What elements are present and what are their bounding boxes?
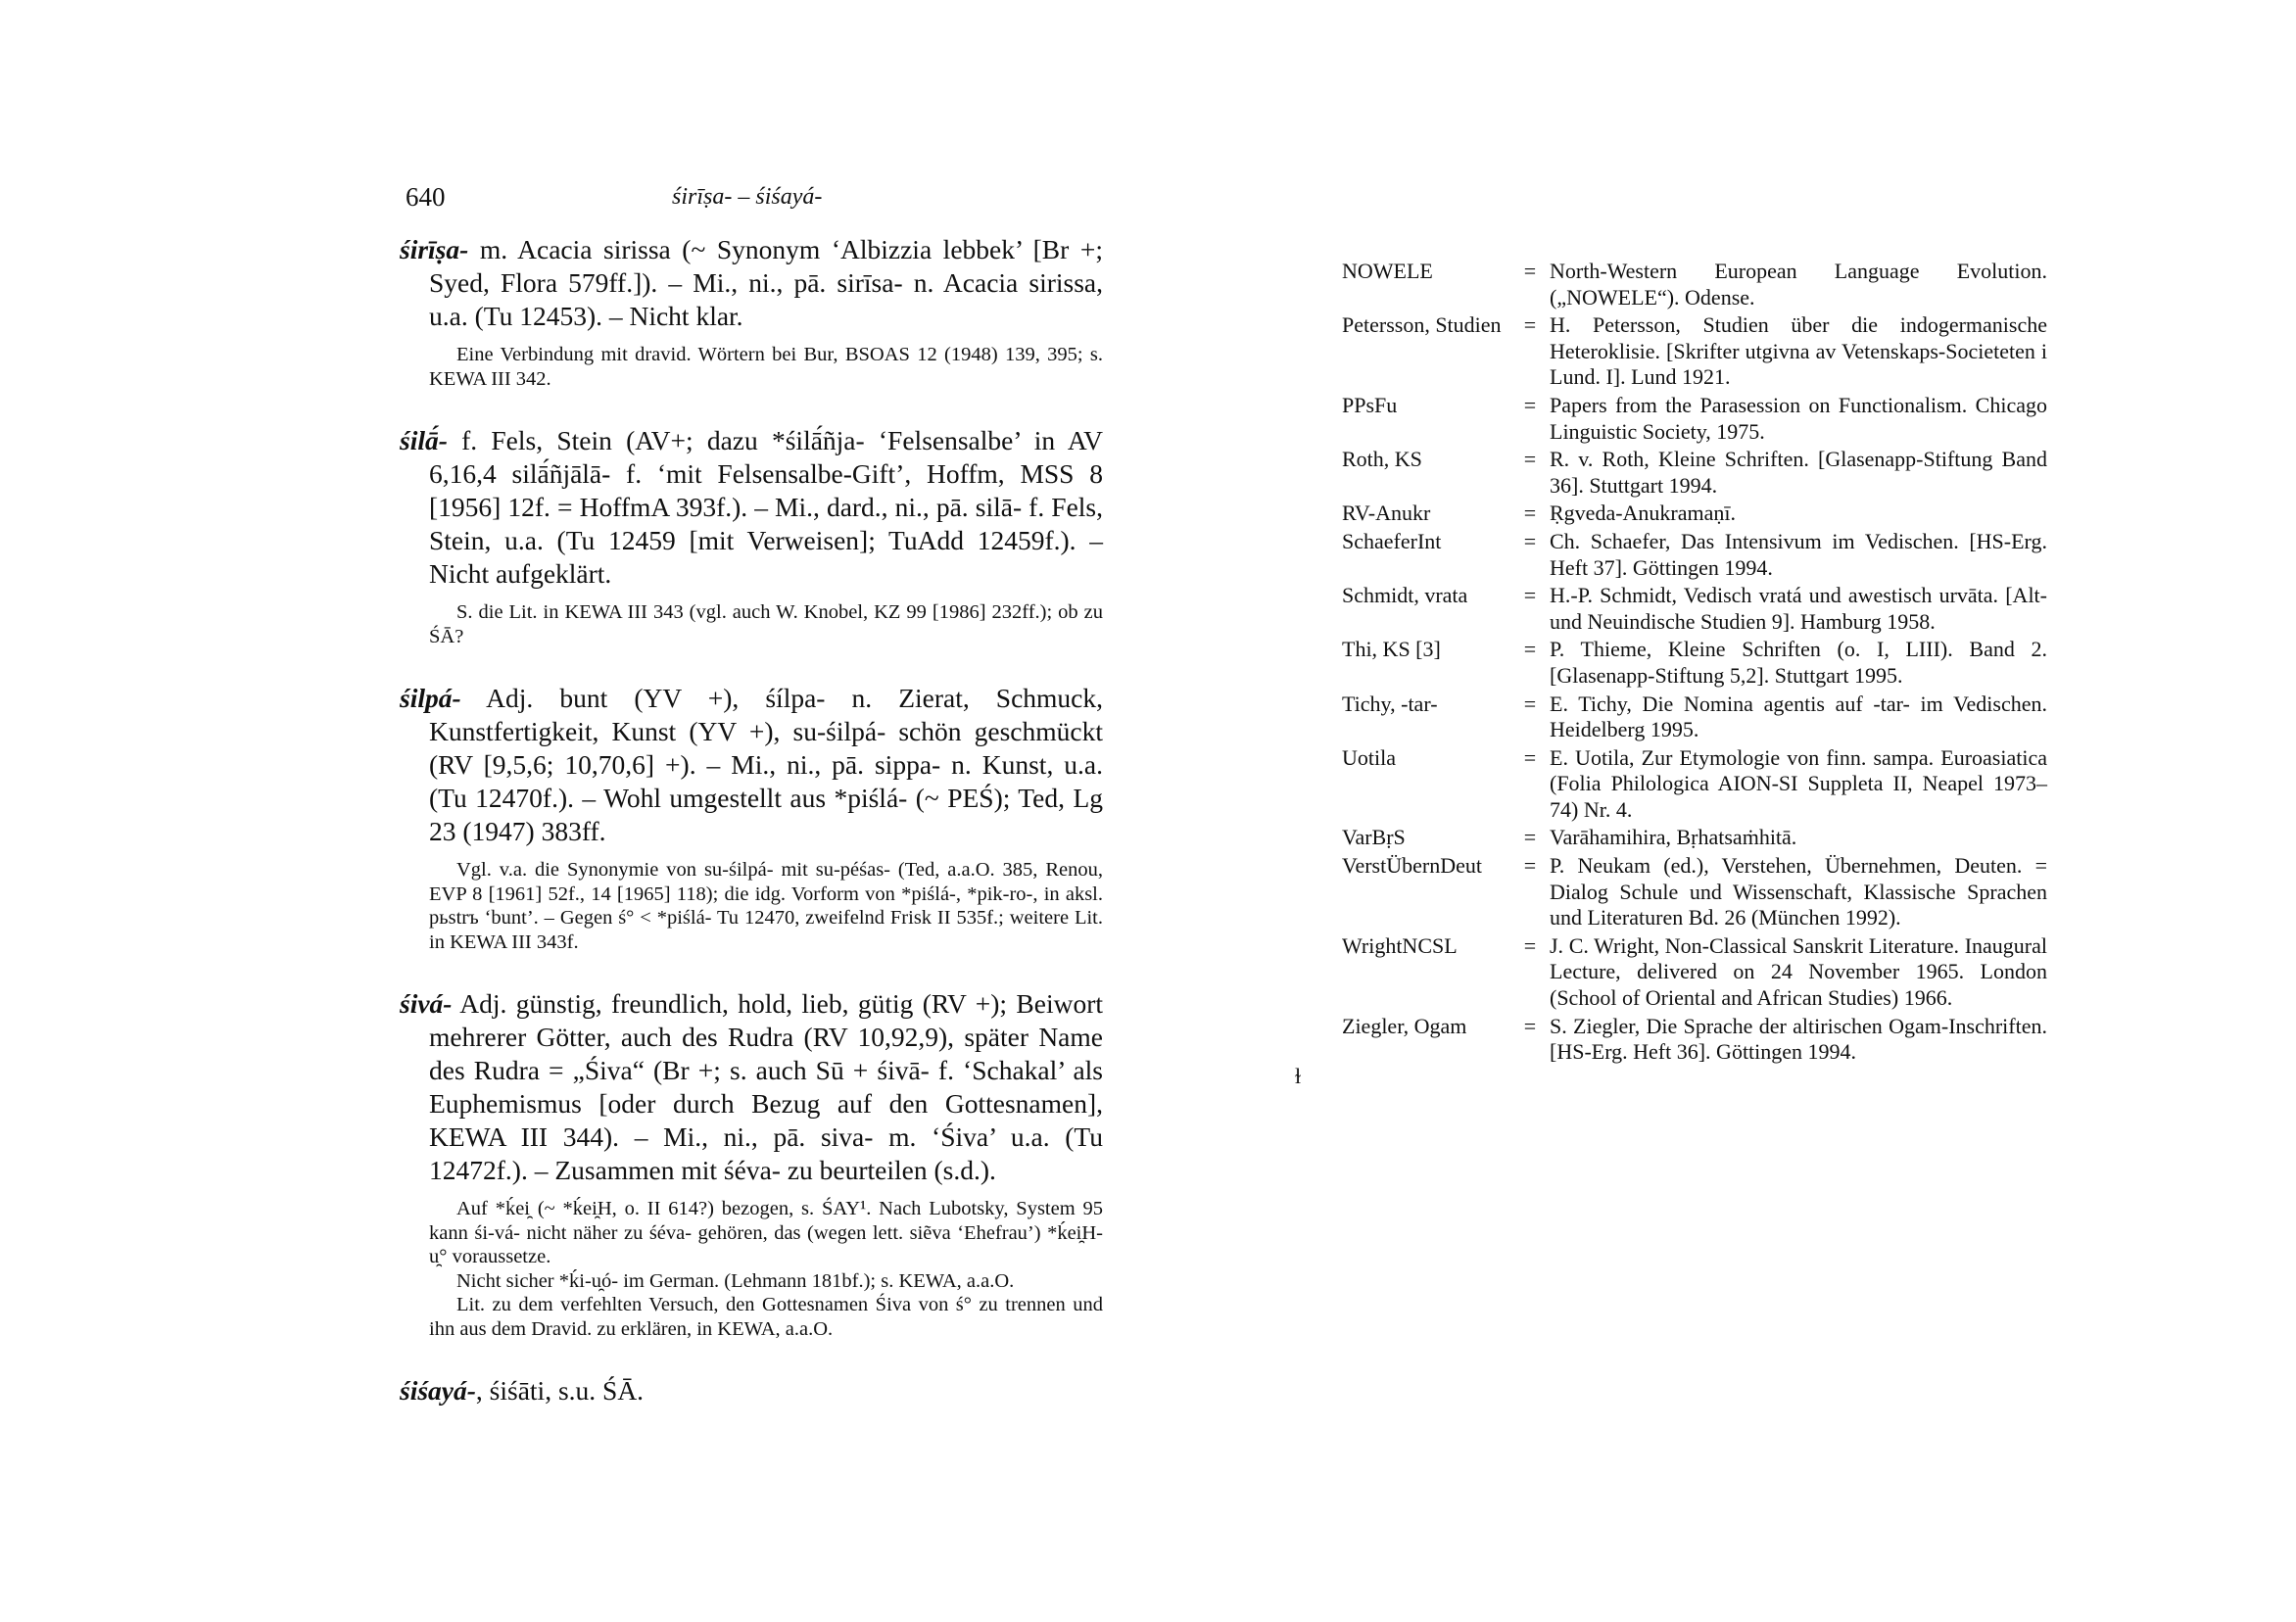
abbrev-row — [1342, 583, 2047, 635]
entry-text: Adj. günstig, freundlich, hold, lieb, gütig (RV +); Beiwort mehrerer Götter, auch des Rudra (RV 10,92,9), später Name des Rudra = „Śiva“ (Br +; s. auch Sū + śivā- f. ‘Schakal’ als Euphemismus [oder durch Bezug auf den Gottesnamen], KEWA III 344). – Mi., ni., pā. siva- m. ‘Śiva’ u.a. (Tu 12472f.). – Zusammen mit śéva- zu beurteilen (s.d.). — [429, 988, 1103, 1185]
abbrev-definition: J. C. Wright, Non-Classical Sanskrit Literature. Inaugural Lecture, delivered on 24 November 1965. London (School of Oriental and African Studies) 1966. — [1550, 932, 2047, 1011]
abbrev-term: Petersson, Studien — [1342, 312, 1502, 338]
equals-sign: = — [1523, 392, 1537, 417]
abbrev-row — [1342, 853, 2047, 931]
margin-mark: ɫ — [1295, 1064, 1302, 1088]
equals-sign: = — [1523, 583, 1537, 608]
headword: śilā́- — [400, 425, 448, 455]
headword: śivá- — [400, 988, 453, 1019]
page-number: 640 — [406, 182, 446, 212]
equals-sign: = — [1523, 259, 1537, 283]
abbrev-definition: H.-P. Schmidt, Vedisch vratá und awestisch urvāta. [Alt- und Neuindische Studien 9]. Hamburg 1958. — [1550, 583, 2047, 634]
entry-note — [429, 343, 1103, 391]
abbrev-row — [1342, 312, 2047, 391]
entry-text: m. Acacia sirissa (~ Synonym ‘Albizzia lebbek’ [Br +; Syed, Flora 579ff.]). – Mi., ni., pā. sirīsa- n. Acacia sirissa, u.a. (Tu 12453). – Nicht klar. — [429, 234, 1103, 331]
abbrev-term: Ziegler, Ogam — [1342, 1013, 1467, 1038]
entry-main — [400, 233, 1103, 333]
equals-sign: = — [1523, 637, 1537, 662]
entry-text: , śiśāti, s.u. ŚĀ. — [475, 1375, 645, 1406]
headword: śilpá- — [400, 683, 461, 713]
abbrev-row — [1342, 933, 2047, 1012]
abbreviations-list — [1342, 259, 2047, 1068]
abbrev-row — [1342, 637, 2047, 689]
dictionary-column — [400, 233, 1103, 1407]
abbrev-term: RV-Anukr — [1342, 501, 1431, 526]
entry-sila — [400, 424, 1103, 648]
note-paragraph: Nicht sicher *ḱi-u̯ó- im German. (Lehmann 181bf.); s. KEWA, a.a.O. — [456, 1269, 1015, 1292]
headword: śiśayá- — [400, 1375, 476, 1406]
entry-main — [400, 424, 1103, 591]
entry-note — [429, 1197, 1103, 1341]
note-paragraph: Auf *ḱei̯ (~ *ḱei̯H, o. II 614?) bezogen, s. ŚAY¹. Nach Lubotsky, System 95 kann śi-vá- nicht näher zu śéva- gehören, das (wegen lett. siẽva ‘Ehefrau’) *ḱei̯H-u̯° voraussetze. — [429, 1198, 1103, 1267]
abbrev-definition: Ch. Schaefer, Das Intensivum im Vedischen. [HS-Erg. Heft 37]. Göttingen 1994. — [1550, 528, 2047, 580]
entry-main — [400, 682, 1103, 848]
abbrev-row — [1342, 1014, 2047, 1066]
abbrev-definition: P. Neukam (ed.), Verstehen, Übernehmen, Deuten. = Dialog Schule und Wissenschaft, Klassische Sprachen und Literaturen Bd. 26 (München 1992). — [1550, 853, 2047, 930]
entry-sisaya — [400, 1374, 1103, 1407]
abbrev-term: VerstÜbernDeut — [1342, 853, 1482, 879]
entry-main — [400, 987, 1103, 1187]
equals-sign: = — [1523, 447, 1537, 472]
equals-sign: = — [1523, 1013, 1537, 1038]
equals-sign: = — [1523, 312, 1537, 338]
abbrev-definition: E. Uotila, Zur Etymologie von finn. sampa. Euroasiatica (Folia Philologica AION-SI Suppleta II, Neapel 1973–74) Nr. 4. — [1550, 744, 2047, 822]
abbrev-definition: Ṛgveda-Anukramaṇī. — [1550, 501, 1736, 526]
running-head: śirīṣa- – śiśayá- — [672, 184, 823, 210]
abbrev-definition: E. Tichy, Die Nomina agentis auf -tar- im Vedischen. Heidelberg 1995. — [1550, 691, 2047, 742]
abbrev-term: PPsFu — [1342, 392, 1398, 417]
abbrev-term: NOWELE — [1342, 259, 1433, 283]
equals-sign: = — [1523, 501, 1537, 526]
equals-sign: = — [1523, 825, 1537, 850]
abbrev-row — [1342, 529, 2047, 581]
abbrev-definition: Varāhamihira, Bṛhatsaṁhitā. — [1550, 825, 1797, 850]
abbrev-row — [1342, 745, 2047, 824]
entry-text: f. Fels, Stein (AV+; dazu *śilā́ñja- ‘Felsensalbe’ in AV 6,16,4 silā́ñjālā- f. ‘mit Felsensalbe-Gift’, Hoffm, MSS 8 [1956] 12f. = HoffmA 393f.). – Mi., dard., ni., pā. silā- f. Fels, Stein, u.a. (Tu 12459 [mit Verweisen]; TuAdd 12459f.). – Nicht aufgeklärt. — [429, 425, 1103, 589]
equals-sign: = — [1523, 744, 1537, 770]
abbrev-term: SchaeferInt — [1342, 528, 1442, 553]
entry-note — [429, 600, 1103, 648]
abbrev-definition: P. Thieme, Kleine Schriften (o. I, LIII). Band 2. [Glasenapp-Stiftung 5,2]. Stuttgart 1995. — [1550, 637, 2047, 688]
abbrev-row — [1342, 259, 2047, 310]
headword: śirīṣa- — [400, 234, 469, 264]
abbrev-definition: Papers from the Parasession on Functionalism. Chicago Linguistic Society, 1975. — [1550, 392, 2047, 444]
note-paragraph: Lit. zu dem verfehlten Versuch, den Gottesnamen Śiva von ś° zu trennen und ihn aus dem Dravid. zu erklären, in KEWA, a.a.O. — [429, 1294, 1103, 1340]
abbrev-row — [1342, 692, 2047, 743]
abbrev-term: Schmidt, vrata — [1342, 583, 1468, 608]
entry-silpa — [400, 682, 1103, 954]
abbrev-definition: H. Petersson, Studien über die indogermanische Heteroklisie. [Skrifter utgivna av Vetenskaps-Societeten i Lund. I]. Lund 1921. — [1550, 312, 2047, 390]
abbrev-definition: S. Ziegler, Die Sprache der altirischen Ogam-Inschriften. [HS-Erg. Heft 36]. Göttingen 1994. — [1550, 1013, 2047, 1065]
abbrev-term: VarBṛS — [1342, 825, 1406, 850]
abbrev-term: Roth, KS — [1342, 447, 1422, 472]
abbrev-definition: R. v. Roth, Kleine Schriften. [Glasenapp-Stiftung Band 36]. Stuttgart 1994. — [1550, 447, 2047, 498]
abbrev-term: WrightNCSL — [1342, 932, 1458, 958]
abbrev-definition: North-Western European Language Evolution. („NOWELE“). Odense. — [1550, 259, 2047, 310]
entry-note — [429, 858, 1103, 954]
entry-siva — [400, 987, 1103, 1341]
note-paragraph: S. die Lit. in KEWA III 343 (vgl. auch W. Knobel, KZ 99 [1986] 232ff.); ob zu ŚĀ? — [429, 601, 1103, 647]
note-paragraph: Eine Verbindung mit dravid. Wörtern bei Bur, BSOAS 12 (1948) 139, 395; s. KEWA III 342. — [429, 344, 1103, 390]
abbrev-row — [1342, 393, 2047, 445]
abbrev-term: Uotila — [1342, 744, 1396, 770]
equals-sign: = — [1523, 691, 1537, 716]
abbrev-term: Tichy, -tar- — [1342, 691, 1438, 716]
entry-text: Adj. bunt (YV +), śílpa- n. Zierat, Schmuck, Kunstfertigkeit, Kunst (YV +), su-śilpá- schön geschmückt (RV [9,5,6; 10,70,6] +). – Mi., ni., pā. sippa- n. Kunst, u.a. (Tu 12470f.). – Wohl umgestellt aus *piślá- (~ PEŚ); Ted, Lg 23 (1947) 383ff. — [429, 683, 1103, 846]
note-paragraph: Vgl. v.a. die Synonymie von su-śilpá- mit su-péśas- (Ted, a.a.O. 385, Renou, EVP 8 [1961] 52f., 14 [1965] 118); die idg. Vorform von *piślá-, *pik-ro-, in aksl. pьstrъ ‘bunt’. – Gegen ś° < *piślá- Tu 12470, zweifelnd Frisk II 535f.; weitere Lit. in KEWA III 343f. — [429, 859, 1103, 953]
abbrev-row — [1342, 825, 2047, 851]
abbrev-row — [1342, 447, 2047, 499]
abbrev-term: Thi, KS [3] — [1342, 637, 1441, 662]
equals-sign: = — [1523, 528, 1537, 553]
equals-sign: = — [1523, 932, 1537, 958]
abbrev-row — [1342, 501, 2047, 527]
equals-sign: = — [1523, 853, 1537, 879]
entry-sirisa — [400, 233, 1103, 391]
